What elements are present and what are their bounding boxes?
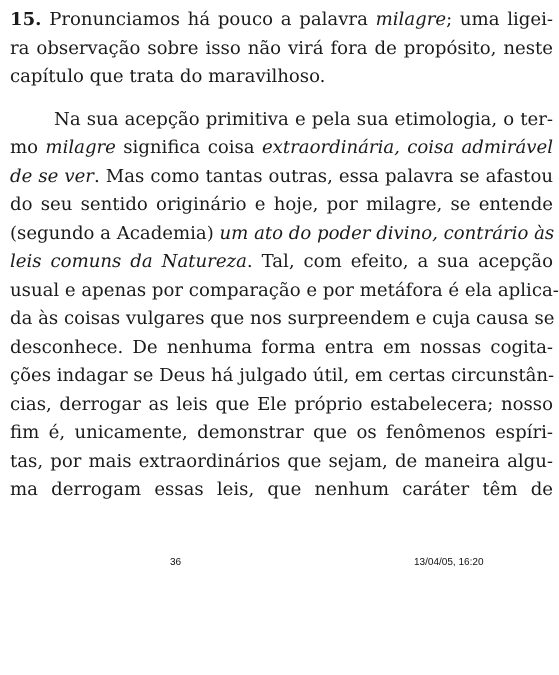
paragraph-2-line-4: do seu sentido originário e hoje, por milagre, se entende xyxy=(10,194,553,215)
text-run: mo xyxy=(10,137,46,158)
paragraph-spacer xyxy=(10,92,553,106)
paragraph-2-line-9: desconhece. De nenhuma forma entra em nossas cogita- xyxy=(10,336,553,358)
paragraph-2-line-11: cias, derrogar as leis que Ele próprio estabelecera; nosso xyxy=(10,393,553,415)
text-run: ; uma ligei- xyxy=(446,9,553,30)
body-text xyxy=(10,6,559,505)
italic-run: leis comuns da Natureza xyxy=(10,251,247,272)
italic-run: milagre xyxy=(45,137,116,158)
paragraph-2-line-10: ções indagar se Deus há julgado útil, em certas circunstân- xyxy=(10,365,555,386)
text-run: Pronunciamos há pouco a palavra xyxy=(49,9,376,30)
paragraph-2-line-1: Na sua acepção primitiva e pela sua etimologia, o ter- xyxy=(54,108,553,130)
paragraph-2-line-14: ma derrogam essas leis, que nenhum caráter têm de xyxy=(10,479,553,500)
paragraph-1-line-2: ra observação sobre isso não virá fora de propósito, neste xyxy=(10,37,553,59)
paragraph-2-line-6 xyxy=(10,248,553,277)
italic-run: extraordinária, coisa admirável xyxy=(261,137,553,158)
paragraph-2-line-5 xyxy=(10,220,553,249)
paragraph-1-line-1 xyxy=(10,6,553,35)
text-run: (segundo a Academia) xyxy=(10,222,220,244)
text-run: significa coisa xyxy=(115,137,262,158)
item-number: 15. xyxy=(10,9,42,30)
italic-run: um ato do poder divino, contrário às xyxy=(219,222,555,244)
italic-run: milagre xyxy=(375,9,447,30)
paragraph-1-line-3: capítulo que trata do maravilhoso. xyxy=(10,66,326,87)
paragraph-2-line-3 xyxy=(10,163,553,192)
text-run: . Mas como tantas outras, essa palavra se afastou xyxy=(93,165,553,187)
print-timestamp: 13/04/05, 16:20 xyxy=(414,557,484,568)
paragraph-2-line-13: tas, por mais extraordinários que sejam, de maneira algu- xyxy=(10,450,553,472)
italic-run: de se ver xyxy=(10,165,94,187)
paragraph-2-line-8: da às coisas vulgares que nos surpreendem e cuja causa se xyxy=(10,308,555,329)
paragraph-2-line-12: fim é, unicamente, demonstrar que os fenômenos espíri- xyxy=(10,422,553,443)
page-number: 36 xyxy=(170,557,182,568)
paragraph-2-line-7: usual e apenas por comparação e por metáfora é ela aplica- xyxy=(10,279,559,301)
paragraph-2-line-2 xyxy=(10,134,553,163)
text-run: . Tal, com efeito, a sua acepção xyxy=(246,251,553,272)
